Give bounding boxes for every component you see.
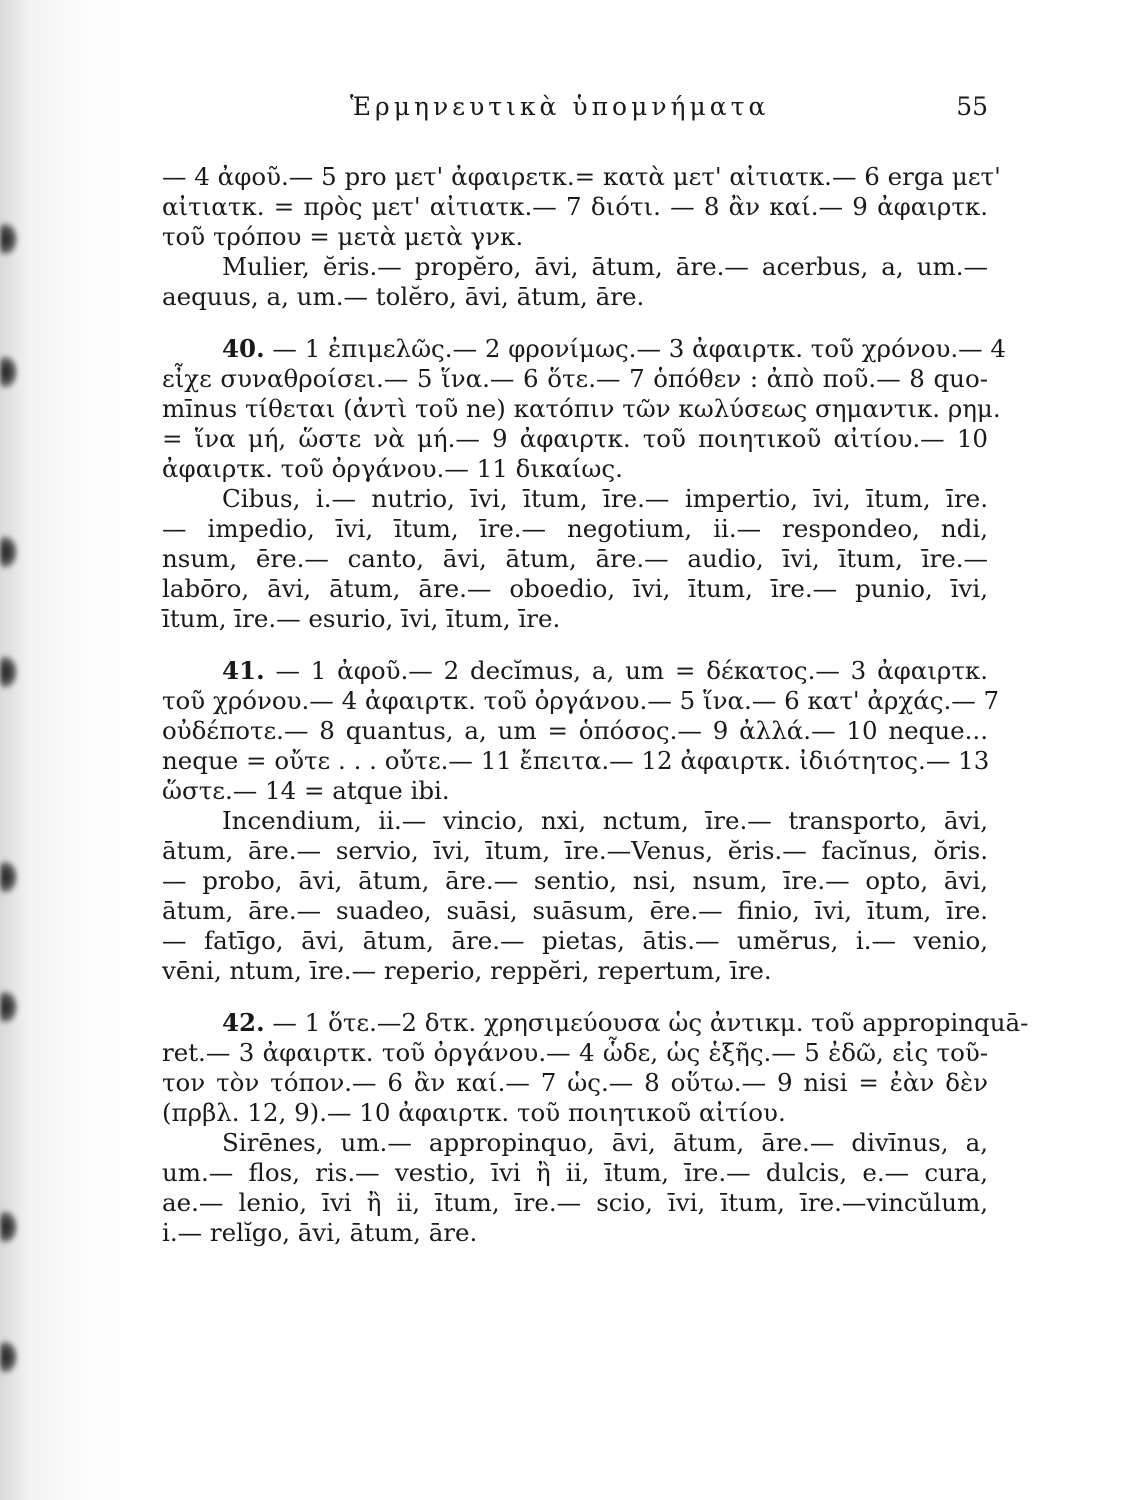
text-line: — probo, āvi, ātum, āre.— sentio, nsi, nsum, īre.— opto, āvi, — [162, 866, 988, 895]
text-line-content: — 1 ὅτε.—2 δτκ. χρησιμεύουσα ὡς ἀντικμ. τοῦ appropinquā- — [272, 1008, 1029, 1037]
text-line: — impedio, īvi, ītum, īre.— negotium, ii.— respondeo, ndi, — [162, 514, 988, 543]
text-line: ae.— lenio, īvi ἢ ii, ītum, īre.— scio, īvi, ītum, īre.—vincŭlum, — [162, 1188, 988, 1217]
text-line: Mulier, ĕris.— propĕro, āvi, ātum, āre.— acerbus, a, um.— — [222, 252, 988, 281]
text-line: neque = οὔτε . . . οὔτε.— 11 ἔπειτα.— 12 ἀφαιρτκ. ἰδιότητος.— 13 — [162, 746, 990, 775]
text-line: τοῦ χρόνου.— 4 ἀφαιρτκ. τοῦ ὀργάνου.— 5 ἵνα.— 6 κατ' ἀρχάς.— 7 — [162, 686, 1000, 715]
text-line: οὐδέποτε.— 8 quantus, a, um = ὁπόσος.— 9 ἀλλά.— 10 neque... — [162, 716, 988, 745]
text-line: i.— relĭgo, āvi, ātum, āre. — [162, 1218, 478, 1247]
binding-hole — [0, 535, 18, 569]
text-line: = ἵνα μή, ὥστε νὰ μή.— 9 ἀφαιρτκ. τοῦ ποιητικοῦ αἰτίου.— 10 — [162, 424, 988, 453]
text-line: labōro, āvi, ātum, āre.— oboedio, īvi, ītum, īre.— punio, īvi, — [162, 574, 988, 603]
binding-hole — [0, 222, 18, 256]
section-number: 41. — [222, 656, 265, 685]
binding-hole — [0, 1340, 18, 1374]
text-line: τον τὸν τόπον.— 6 ἂν καί.— 7 ὡς.— 8 οὕτω.— 9 nisi = ἐὰν δὲν — [162, 1068, 988, 1097]
text-line: ret.— 3 ἀφαιρτκ. τοῦ ὀργάνου.— 4 ὧδε, ὡς ἑξῆς.— 5 ἐδῶ, εἰς τοῦ- — [162, 1038, 988, 1067]
text-line: ātum, āre.— servio, īvi, ītum, īre.—Venus, ĕris.— facĭnus, ŏris. — [162, 836, 988, 865]
running-head: Ἑρμηνευτικὰ ὑπομνήματα — [350, 92, 770, 121]
section-40 — [162, 334, 1006, 634]
text-line: Incendium, ii.— vincio, nxi, nctum, īre.— transporto, āvi, — [222, 806, 988, 835]
page-number: 55 — [956, 92, 988, 121]
text-line — [162, 334, 1006, 364]
section-number: 42. — [222, 1008, 265, 1037]
text-line: τοῦ τρόπου = μετὰ μετὰ γνκ. — [162, 222, 524, 251]
text-line-content: — 1 ἀφοῦ.— 2 decĭmus, a, um = δέκατος.— 3 ἀφαιρτκ. — [275, 656, 988, 685]
binding-hole — [0, 1210, 18, 1244]
section-intro — [162, 162, 1001, 312]
text-line: mīnus τίθεται (ἀντὶ τοῦ ne) κατόπιν τῶν κωλύσεως σημαντικ. ρημ. — [162, 394, 1001, 423]
section-number: 40. — [222, 334, 265, 363]
binding-hole — [0, 860, 18, 894]
page-header — [160, 92, 990, 132]
binding-hole — [0, 655, 18, 689]
text-line: nsum, ēre.— canto, āvi, ātum, āre.— audio, īvi, ītum, īre.— — [162, 544, 988, 573]
section-41 — [162, 656, 1000, 986]
text-line: ὥστε.— 14 = atque ibi. — [162, 776, 450, 805]
text-line: ītum, īre.— esurio, īvi, ītum, īre. — [162, 604, 561, 633]
binding-hole — [0, 990, 18, 1024]
text-line: ἀφαιρτκ. τοῦ ὀργάνου.— 11 δικαίως. — [162, 454, 623, 483]
text-line: — 4 ἀφοῦ.— 5 pro μετ' ἀφαιρετκ.= κατὰ μετ' αἰτιατκ.— 6 erga μετ' — [162, 162, 1001, 191]
text-line: Sirēnes, um.— appropinquo, āvi, ātum, āre.— divīnus, a, — [222, 1128, 988, 1157]
text-line: ātum, āre.— suadeo, suāsi, suāsum, ēre.— finio, īvi, ītum, īre. — [162, 896, 988, 925]
text-line — [162, 1008, 1029, 1038]
text-line: εἶχε συναθροίσει.— 5 ἵνα.— 6 ὅτε.— 7 ὁπόθεν : ἀπὸ ποῦ.— 8 quo- — [162, 364, 988, 393]
text-line-content: — 1 ἐπιμελῶς.— 2 φρονίμως.— 3 ἀφαιρτκ. τοῦ χρόνου.— 4 — [272, 334, 1006, 363]
page-body — [162, 162, 1029, 1270]
text-line: αἰτιατκ. = πρὸς μετ' αἰτιατκ.— 7 διότι. — 8 ἂν καί.— 9 ἀφαιρτκ. — [162, 192, 988, 221]
binding-hole — [0, 355, 18, 389]
text-line — [162, 656, 988, 686]
text-line: — fatīgo, āvi, ātum, āre.— pietas, ātis.— umĕrus, i.— venio, — [162, 926, 988, 955]
text-line: Cibus, i.— nutrio, īvi, ītum, īre.— impertio, īvi, ītum, īre. — [222, 484, 988, 513]
text-line: um.— flos, ris.— vestio, īvi ἢ ii, ītum, īre.— dulcis, e.— cura, — [162, 1158, 988, 1187]
text-line: vēni, ntum, īre.— reperio, reppĕri, repertum, īre. — [162, 956, 772, 985]
section-42 — [162, 1008, 1029, 1248]
text-line: aequus, a, um.— tolĕro, āvi, ātum, āre. — [162, 282, 645, 311]
text-line: (πρβλ. 12, 9).— 10 ἀφαιρτκ. τοῦ ποιητικοῦ αἰτίου. — [162, 1098, 786, 1127]
binding-holes — [0, 0, 40, 1500]
